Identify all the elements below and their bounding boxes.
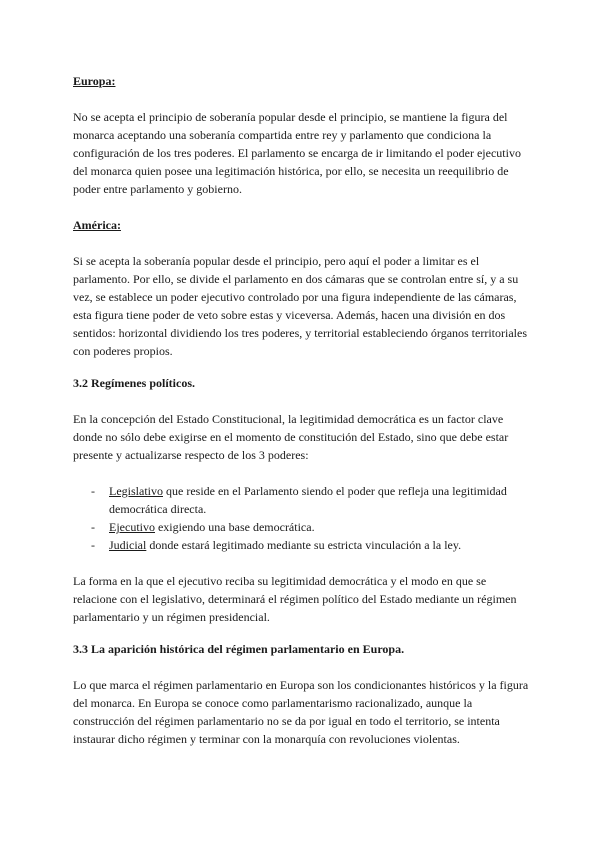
- list-text: exigiendo una base democrática.: [154, 520, 315, 534]
- list-item: [73, 482, 533, 518]
- section-heading-america: América:: [73, 218, 121, 232]
- powers-list: [73, 482, 533, 554]
- paragraph-america: Si se acepta la soberanía popular desde el principio, pero aquí el poder a limitar es el parlamento. Por ello, se divide el parlamento en dos cámaras que se controlan entre sí, y a su vez, se establece un poder ejecutivo controlado por una figura independiente de las cámaras, esta figura tiene poder de veto sobre estas y viceversa. Además, hacen una división en dos sentidos: horizontal dividiendo los tres poderes, y territorial estableciendo órganos territoriales con poderes propios.: [73, 254, 527, 358]
- list-term: Judicial: [109, 538, 147, 552]
- paragraph-regimenes-intro: En la concepción del Estado Constitucional, la legitimidad democrática es un factor clave donde no sólo debe exigirse en el momento de constitución del Estado, sino que debe estar presente y actualizarse respecto de los 3 poderes:: [73, 412, 509, 462]
- list-text: que reside en el Parlamento siendo el poder que refleja una legitimidad democrática directa.: [109, 484, 507, 516]
- section-heading-europa: Europa:: [73, 74, 116, 88]
- list-dash: -: [91, 538, 95, 552]
- list-item: [73, 518, 533, 536]
- list-text: donde estará legitimado mediante su estricta vinculación a la ley.: [146, 538, 462, 552]
- list-term: Ejecutivo: [109, 520, 155, 534]
- list-term: Legislativo: [109, 484, 163, 498]
- paragraph-aparicion: Lo que marca el régimen parlamentario en Europa son los condicionantes históricos y la figura del monarca. En Europa se conoce como parlamentarismo racionalizado, aunque la construcción del régimen parlamentario no se da por igual en todo el territorio, se intenta instaurar dicho régimen y terminar con la monarquía con revoluciones violentas.: [73, 678, 529, 746]
- paragraph-europa: No se acepta el principio de soberanía popular desde el principio, se mantiene la figura del monarca aceptando una soberanía compartida entre rey y parlamento que condiciona la configuración de los tres poderes. El parlamento se encarga de ir limitando el poder ejecutivo del monarca quien posee una legitimación histórica, por ello, se necesita un reequilibrio de poder entre parlamento y gobierno.: [73, 110, 521, 196]
- paragraph-regimenes-closing: La forma en la que el ejecutivo reciba su legitimidad democrática y el modo en que se relacione con el legislativo, determinará el régimen político del Estado mediante un régimen parlamentario y un régimen presidencial.: [73, 574, 517, 624]
- list-dash: -: [91, 484, 95, 498]
- section-heading-regimenes: 3.2 Regímenes políticos.: [73, 376, 195, 390]
- list-dash: -: [91, 520, 95, 534]
- list-item: [73, 536, 533, 554]
- section-heading-aparicion: 3.3 La aparición histórica del régimen parlamentario en Europa.: [73, 642, 405, 656]
- document-page: [73, 72, 533, 748]
